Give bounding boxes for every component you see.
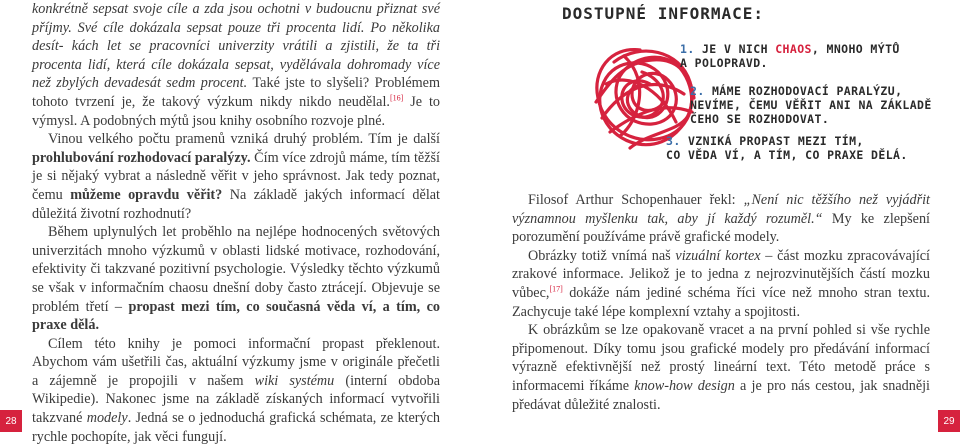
info-item-1 bbox=[680, 42, 930, 70]
item-text: MÁME ROZHODOVACÍ PARALÝZU, bbox=[704, 84, 903, 98]
text-span: dokáže nám jediné schéma říci více než mnoho stran textu. Zachycuje také lépe komplexní vztahy a spojitosti. bbox=[512, 284, 930, 320]
item-number: 1. bbox=[680, 42, 695, 56]
quote-span: „Není nic těžšího než vyjádřit významnou myšlenku tak, aby jí každý rozuměl.“ bbox=[512, 192, 930, 227]
item-text: NEVÍME, ČEMU VĚŘIT ANI NA ZÁKLADĚ ČEHO SE ROZHODOVAT. bbox=[690, 98, 932, 126]
info-item-2 bbox=[690, 84, 940, 126]
text-span: . Jedná se o jednoduchá grafická schémata, ze kterých rychle pochopíte, jak věci fungují. bbox=[32, 410, 440, 445]
item-text: JE V NICH bbox=[694, 42, 776, 56]
text-line: Je to výmysl. A podobných mýtů jsou bbox=[32, 93, 440, 129]
right-page bbox=[480, 0, 960, 436]
item-text: VZNIKÁ PROPAST MEZI TÍM, bbox=[680, 134, 864, 148]
item-text: , MNOHO MÝTŮ bbox=[811, 42, 900, 56]
item-highlight: CHAOS bbox=[775, 42, 812, 56]
italic-span: modely bbox=[86, 410, 128, 427]
bold-span: můžeme opravdu věřit? bbox=[70, 186, 223, 203]
text-span: K obrázkům se lze opakovaně vracet a na první pohled si vše rychle připomenout. Díky tomu jsou grafické modely pro předávání informací výrazně efektivnější než prostý lineární text. Této metodě práce s informacemi říkáme bbox=[512, 322, 930, 394]
info-heading: DOSTUPNÉ INFORMACE: bbox=[562, 4, 765, 23]
text-line: konkrétně sepsat svoje cíle a zda jsou ochotni v budoucnu přiznat své bbox=[32, 1, 440, 17]
text-line: sedm procent. bbox=[166, 75, 253, 92]
text-span: Filosof Arthur Schopenhauer řekl: bbox=[528, 192, 744, 208]
footnote-ref[interactable]: [16] bbox=[389, 93, 404, 103]
text-line: výzkum nikdy nikdo neudělal. bbox=[207, 93, 390, 110]
text-span: Čím více zdrojů máme, tím těžší je si nějaký vybrat a následně věřit v jeho správnost. Jak tedy poznat, čemu bbox=[32, 149, 440, 203]
text-span: Obrázky totiž vnímá naš bbox=[528, 247, 676, 264]
paragraph-visual-cortex bbox=[512, 247, 930, 321]
text-line: cíle dokázala sepsat, vydělávala dohromady více než zbylých devadesát bbox=[32, 56, 440, 92]
text-span: My ke zlepšení porozumění používáme právě grafické modely. bbox=[512, 210, 930, 246]
right-text-column bbox=[512, 191, 930, 414]
item-number: 3. bbox=[666, 134, 681, 148]
paragraph-book-goal bbox=[32, 335, 440, 446]
italic-span: vizuální kortex bbox=[675, 247, 761, 264]
item-text: A POLOPRAVD. bbox=[680, 56, 768, 70]
footnote-ref[interactable]: [17] bbox=[549, 284, 563, 294]
info-item-3 bbox=[666, 134, 916, 162]
left-page bbox=[0, 0, 480, 445]
text-line: knihy osobního rozvoje plné. bbox=[219, 112, 386, 129]
text-line: příjmy. Své cíle dokázala sepsat pouze tři procenta lidí. Po několika desít- bbox=[32, 19, 440, 55]
text-span: Cílem této knihy je pomoci informační propast překlenout. Abychom vám ušetřili čas, aktuální výzkumy jsme v originále přečetli a zájemně je propojili v našem bbox=[32, 335, 440, 389]
text-span: Během uplynulých let proběhlo na nejlépe hodnocených světových univerzitách mnoho výzkumů v oblasti lidské motivace, rozhodování, efektivity či takzvané pozitivní psychologie. Výsledky těchto výzkumů se však v informačním chaosu dnešní doby často ztrácejí. Objevuje se problém třetí – bbox=[32, 224, 440, 315]
paragraph-second-problem bbox=[32, 130, 440, 223]
text-span: – část mozku zpracovávající zrakové informace. Jelikož je to jedna z nejrozvinutějších částí mozku vůbec, bbox=[512, 247, 930, 301]
text-span: (interní obdoba Wikipedie). Nakonec jsme na základě získaných informací vytvořili takzvané bbox=[32, 372, 441, 427]
bold-span: prohlubování rozhodovací paralýzy. bbox=[32, 149, 251, 166]
item-text: CO VĚDA VÍ, A TÍM, CO PRAXE DĚLÁ. bbox=[666, 148, 908, 162]
page-number: 28 bbox=[0, 410, 22, 432]
text-span: a je pro nás cestou, jak snadněji předávat důležité znalosti. bbox=[512, 377, 930, 413]
text-span: Na základě jakých informací dělat důležitá životní rozhodnutí? bbox=[32, 186, 440, 222]
left-text-column bbox=[32, 0, 440, 446]
paragraph-intro bbox=[32, 0, 440, 130]
text-line: kách let se pracovníci univerzity vrátili a zjistili, že ta tři procenta lidí, která bbox=[32, 38, 441, 73]
italic-span: know-how design bbox=[634, 377, 735, 394]
paragraph-know-how bbox=[512, 321, 930, 414]
item-number: 2. bbox=[690, 84, 705, 98]
paragraph-third-problem bbox=[32, 223, 440, 335]
text-line: Také jste to slyšeli? Problémem tohoto tvrzení je, že takový bbox=[32, 75, 440, 110]
italic-span: wiki systému bbox=[254, 372, 335, 389]
page-number: 29 bbox=[938, 410, 960, 432]
paragraph-schopenhauer bbox=[512, 191, 930, 247]
bold-span: propast mezi tím, co současná věda ví, a tím, co praxe dělá. bbox=[32, 298, 440, 334]
text-span: Vinou velkého počtu pramenů vzniká druhý problém. Tím je další bbox=[48, 131, 440, 148]
